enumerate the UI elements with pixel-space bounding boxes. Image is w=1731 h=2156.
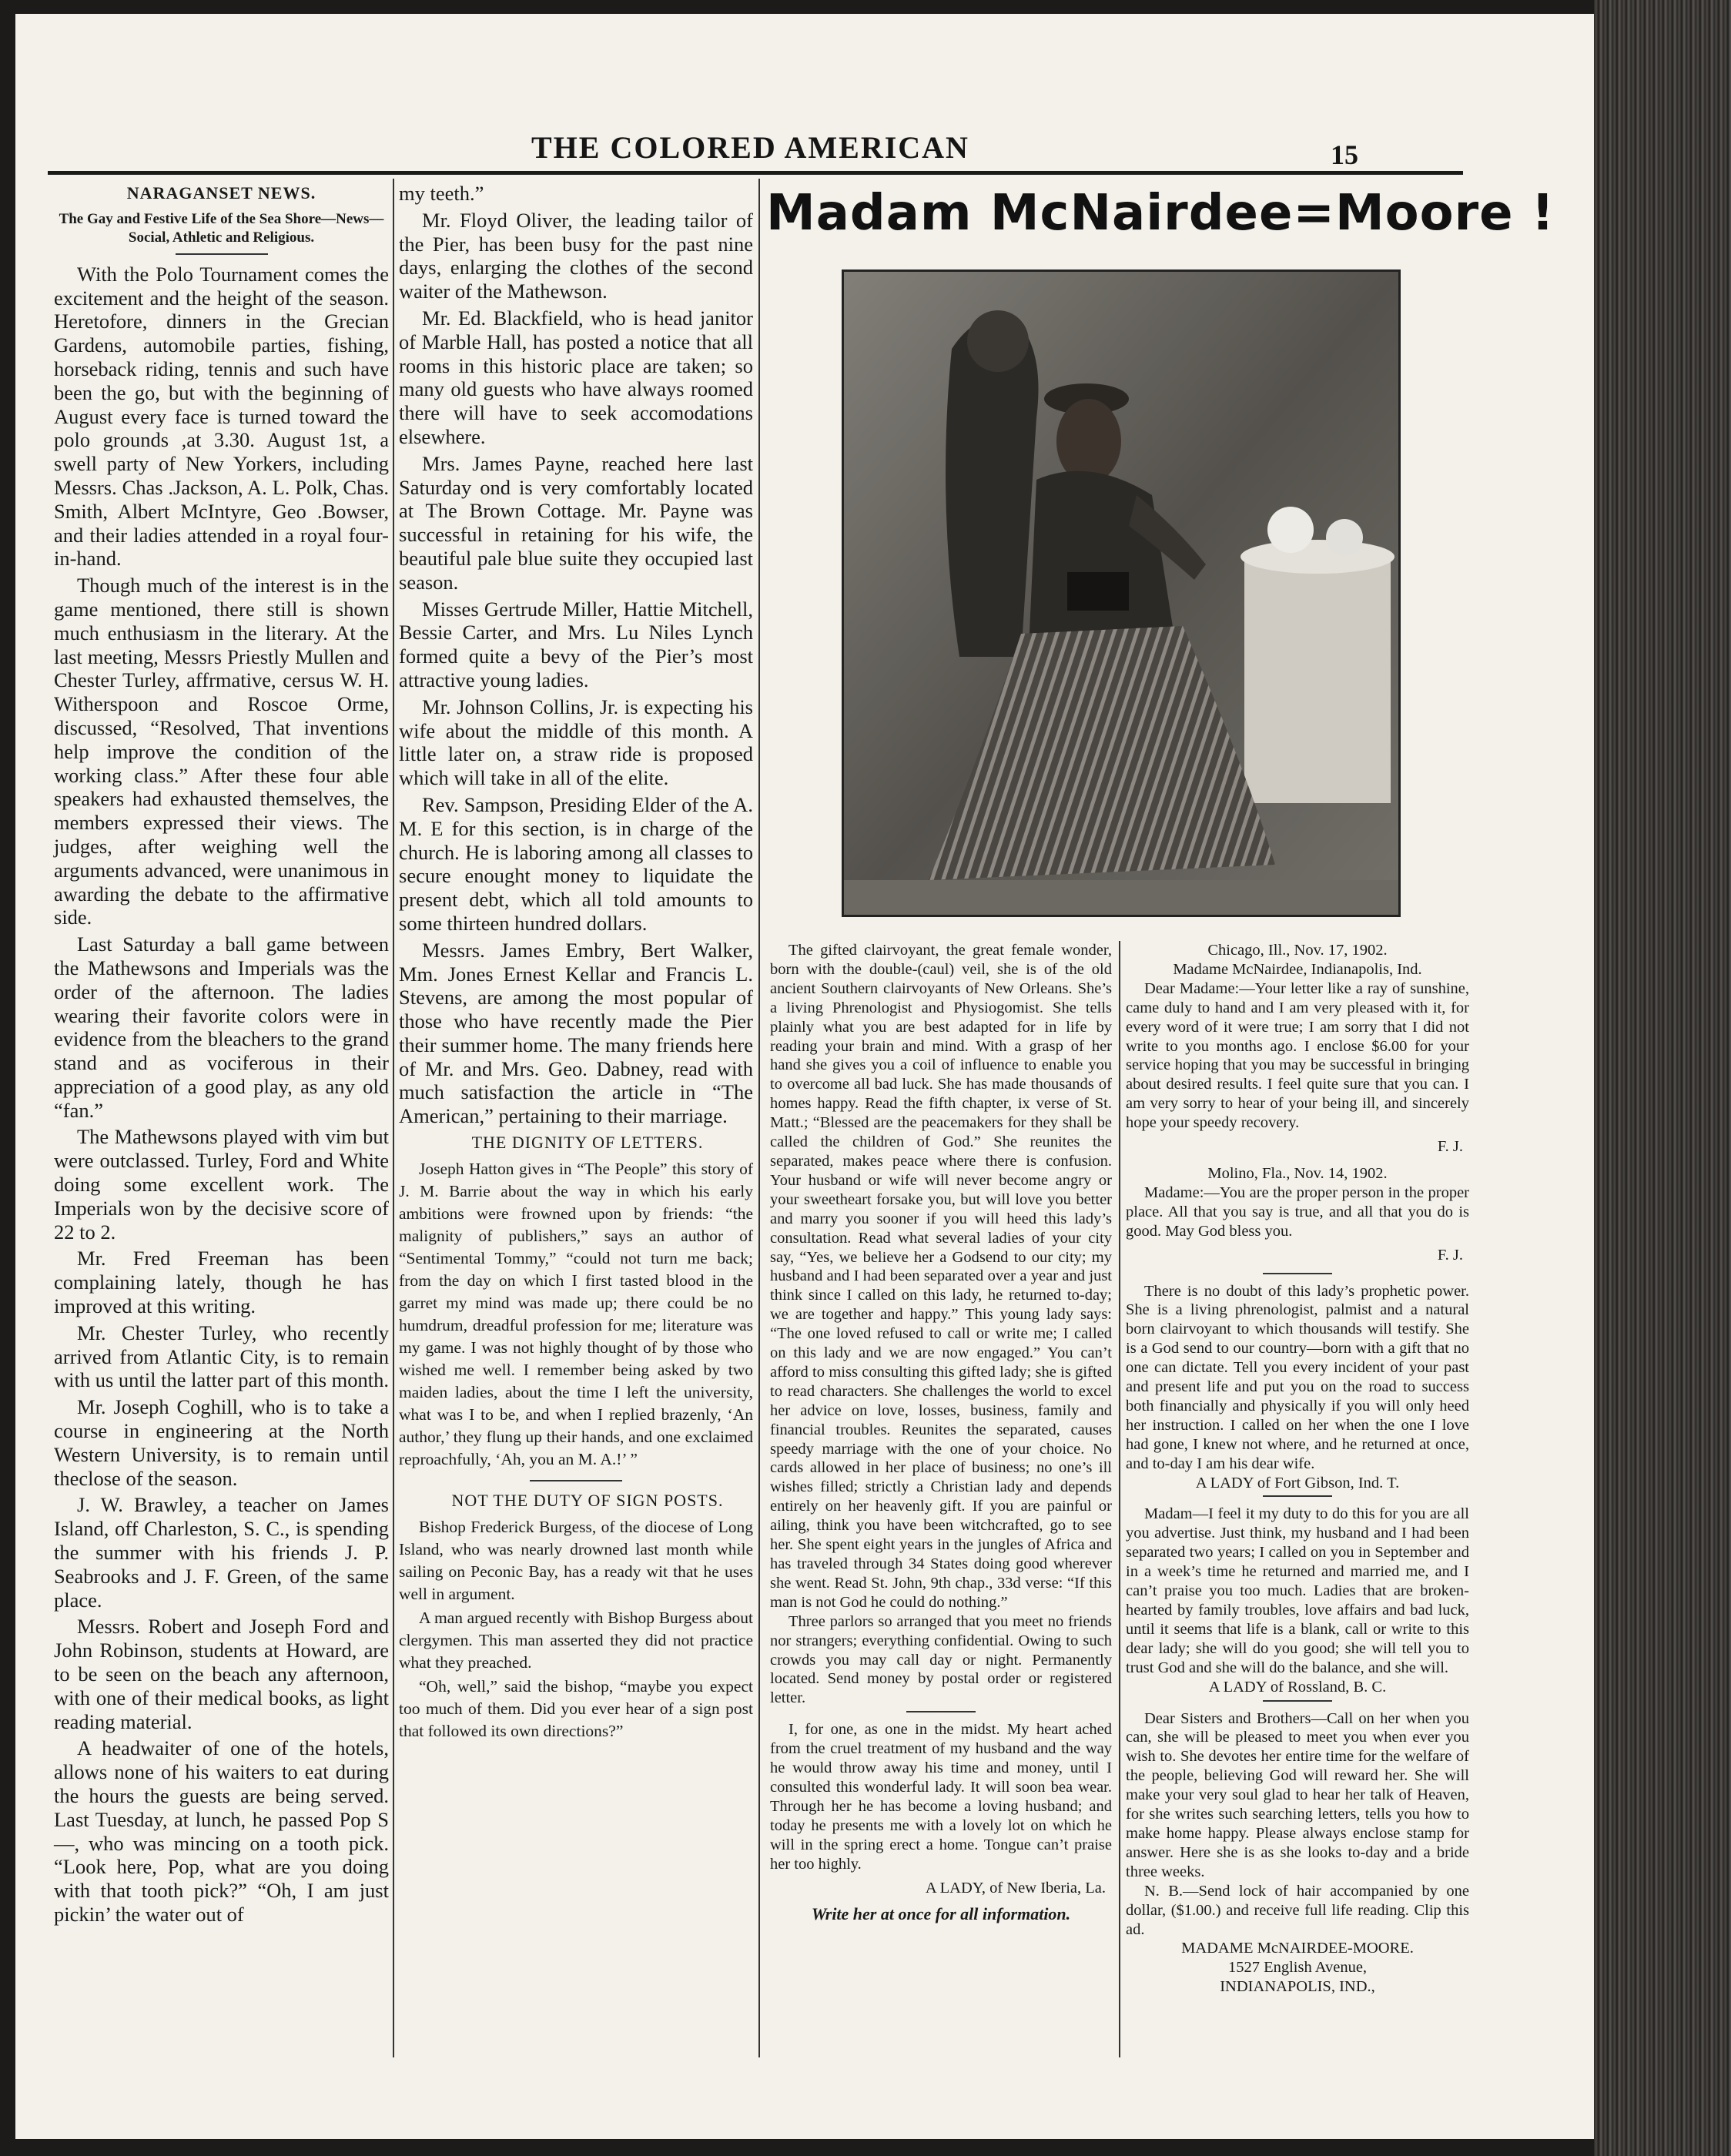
paragraph: Madam—I feel it my duty to do this for you are all you advertise. Just think, my husband and I had been separated two years; I called on you in September and in a week’s time he returned and married me, and I can’t praise you too much. Ladies that are broken-hearted by family troubles, love affairs and bad luck, until it seems that life is a blank, call or write to this dear lady; she will do you good; she will tell you to trust God and she will do the balance, and she will. xyxy=(1126,1505,1469,1676)
sign-posts-article xyxy=(399,1516,753,1743)
page-number: 15 xyxy=(1331,139,1358,170)
paragraph: Messrs. Robert and Joseph Ford and John Robinson, students at Howard, are to be seen on the beach any afternoon, with one of their medical books, as light reading material. xyxy=(54,1615,389,1733)
article-title: NARAGANSET NEWS. xyxy=(126,183,316,203)
paragraph: Mr. Ed. Blackfield, who is head janitor of Marble Hall, has posted a notice that all rooms in this historic place are taken; so many old guests who have always roomed there will have to seek accomodations elsewhere. xyxy=(399,306,753,448)
book-binding xyxy=(1594,0,1731,2156)
column-rule-2 xyxy=(758,179,760,2057)
paragraph: my teeth.” xyxy=(399,182,484,205)
letter-date: Chicago, Ill., Nov. 17, 1902. xyxy=(1207,942,1388,959)
paragraph: Messrs. James Embry, Bert Walker, Mm. Jones Ernest Kellar and Francis L. Stevens, are among the most popular of those who have recently made the Pier their summer home. The many friends here of Mr. and Mrs. Geo. Dabney, read with much satisfaction the article in “The American,” pertaining to their marriage. xyxy=(399,938,753,1128)
masthead: THE COLORED AMERICAN xyxy=(531,130,969,165)
letter-date: Molino, Fla., Nov. 14, 1902. xyxy=(1207,1164,1388,1182)
divider xyxy=(906,1711,976,1712)
paragraph: With the Polo Tournament comes the excitement and the height of the season. Heretofore, dinners in the Grecian Gardens, automobile parties, fishing, horseback riding, tennis and such have been the go, but with the beginning of August every face is turned toward the polo grounds ,at 3.30. August 1st, a swell party of New Yorkers, including Messrs. Chas .Jackson, A. L. Polk, Chas. Smith, Albert McIntyre, Geo .Bowser, and their ladies attended in a royal four-in-hand. xyxy=(54,262,389,571)
paragraph: N. B.—Send lock of hair accompanied by one dollar, ($1.00.) and receive full life reading. Clip this ad. xyxy=(1126,1882,1469,1938)
letters-article xyxy=(399,1158,753,1471)
column-two xyxy=(399,182,753,1744)
section-title-sign-posts: NOT THE DUTY OF SIGN POSTS. xyxy=(451,1490,724,1510)
ad-footer: Write her at once for all information. xyxy=(811,1904,1071,1924)
letter-addressee: Madame McNairdee, Indianapolis, Ind. xyxy=(1173,960,1422,978)
column-rule-3 xyxy=(1119,941,1120,2057)
divider xyxy=(1263,1700,1332,1702)
address-city: INDIANAPOLIS, IND., xyxy=(1220,1978,1375,1996)
paragraph: Mr. Floyd Oliver, the leading tailor of the Pier, has been busy for the past nine days, enlarging the clothes of the second waiter of the Mathewson. xyxy=(399,208,753,303)
divider xyxy=(176,253,268,255)
paragraph: Misses Gertrude Miller, Hattie Mitchell, Bessie Carter, and Mrs. Lu Niles Lynch formed quite a bevy of the Pier’s most attractive young ladies. xyxy=(399,597,753,691)
paragraph: Three parlors so arranged that you meet no friends nor strangers; everything confidential. Owing to such crowds you may call day or night. Permanently located. Send money by postal order or registered letter. xyxy=(770,1612,1112,1707)
paragraph: I, for one, as one in the midst. My heart ached from the cruel treatment of my husband and the way he would throw away his time and money, until I consulted this wonderful lady. It will soon bea wear. Through her he has become a loving husband; and today he presents me with a lovely lot on which he will in the spring erect a home. Tongue can’t praise her too highly. xyxy=(770,1721,1112,1873)
seated-woman-portrait xyxy=(844,272,1398,915)
paragraph: Joseph Hatton gives in “The People” this story of J. M. Barrie about the way in which his early ambitions were frowned upon by friends: “the malignity of publishers,” says an author of “Sentimental Tommy,” “could not turn me back; from the day on which I first tasted blood in the garret my mind was made up; there could be no humdrum, dreadful profession for me; literature was my game. I was not highly thought of by those who wished me well. I remember being asked by two maiden ladies, about the time I left the university, what was I to be, and when I replied brazenly, ‘An author,’ they flung up their hands, and one exclaimed reproachfully, ‘Ah, you an M. A.!’ ” xyxy=(399,1159,753,1468)
letter-signature: F. J. xyxy=(1437,1246,1463,1264)
paragraph: Mr. Fred Freeman has been complaining lately, though he has improved at this writing. xyxy=(54,1247,389,1318)
divider xyxy=(1263,1495,1332,1497)
header-rule xyxy=(48,171,1463,175)
paragraph: Though much of the interest is in the game mentioned, there still is shown much enthusiasm in the literary. At the last meeting, Messrs Priestly Mullen and Chester Turley, affrmative, cersus W. H. Witherspoon and Roscoe Orme, discussed, “Resolved, That inventions help improve the condition of the working class.” After these four able speakers had exhausted themselves, the members expressed their views. The judges, after weighing well the arguments advanced, were unanimous in awarding the debate to the affirmative side. xyxy=(54,574,389,929)
paragraph: Mrs. James Payne, reached here last Saturday ond is very comfortably located at The Brown Cottage. Mr. Payne was successful in retaining for his wife, the beautiful pale blue suite they occupied last season. xyxy=(399,451,753,594)
paragraph: A headwaiter of one of the hotels, allows none of his waiters to eat during the hours the guests are being served. Last Tuesday, at lunch, he passed Pop S—, who was mincing on a tooth pick. “Look here, Pop, what are you doing with that tooth pick?” “Oh, I am just pickin’ the water out of xyxy=(54,1736,389,1926)
paragraph: Bishop Frederick Burgess, of the diocese of Long Island, who was nearly drowned last month while sailing on Peconic Bay, has a ready wit that he uses well in argument. xyxy=(399,1517,753,1603)
testimonial-signature: A LADY, of New Iberia, La. xyxy=(925,1879,1106,1897)
ad-headline: Madam McNairdee=Moore ! xyxy=(766,185,1555,242)
letter-body: Madame:—You are the proper person in the proper place. All that you say is true, and all that you do is good. May God bless you. xyxy=(1126,1183,1469,1240)
letter-body: Dear Madame:—Your letter like a ray of sunshine, came duly to hand and I am very pleased with it, for every word of it were true; I am sorry that I did not write to you months ago. I enclose $6.00 for your service hoping that you may be successful in bringing about desired results. I feel quite sure that you can. I am very sorry to hear of your being ill, and sincerely hope your speedy recovery. xyxy=(1126,979,1469,1132)
paragraph: J. W. Brawley, a teacher on James Island, off Charleston, S. C., is spending the summer with his friends J. P. Seabrooks and J. F. Green, of the same place. xyxy=(54,1493,389,1612)
testimonial-signature: A LADY of Fort Gibson, Ind. T. xyxy=(1195,1474,1400,1491)
paragraph: A man argued recently with Bishop Burgess about clergymen. This man asserted they did not practice what they preached. xyxy=(399,1608,753,1672)
ad-column-left xyxy=(770,941,1112,1924)
paragraph: Rev. Sampson, Presiding Elder of the A. M. E for this section, is in charge of the church. He is laboring among all classes to secure enought money to liquidate the present debt, which all told amounts to some thirteen hundred dollars. xyxy=(399,792,753,935)
portrait-photo xyxy=(842,270,1401,917)
letter-signature: F. J. xyxy=(1437,1138,1463,1156)
paragraph: The Mathewsons played with vim but were outclassed. Turley, Ford and White doing some excellent work. The Imperials won by the decisive score of 22 to 2. xyxy=(54,1125,389,1244)
paragraph: There is no doubt of this lady’s prophetic power. She is a living phrenologist, palmist and a natural born clairvoyant to which thousands will testify. She is a God send to our country—born with a gift that no one can dictate. Tell you every incident of your past and present life and put you on the road to success both financially and physically if you will only heed her instruction. I called on her when the one I love had gone, I knew not where, and he returned at once, and to-day I am his dear wife. xyxy=(1126,1282,1469,1472)
paragraph: Mr. Johnson Collins, Jr. is expecting his wife about the middle of this month. A little later on, a straw ride is proposed which will take in all of the elite. xyxy=(399,695,753,790)
paragraph: “Oh, well,” said the bishop, “maybe you expect too much of them. Did you ever hear of a sign post that followed its own directions?” xyxy=(399,1676,753,1740)
address-name: MADAME McNAIRDEE-MOORE. xyxy=(1181,1940,1414,1957)
address-street: 1527 English Avenue, xyxy=(1227,1959,1368,1977)
divider xyxy=(1263,1273,1332,1274)
ad-column-right xyxy=(1126,941,1469,1997)
paragraph: Mr. Joseph Coghill, who is to take a course in engineering at the North Western University, is to remain until theclose of the season. xyxy=(54,1395,389,1490)
paragraph: Dear Sisters and Brothers—Call on her when you can, she will be pleased to meet you when ever you wish to. She devotes her entire time for the welfare of the people, believing God will reward her. She will make your very soul glad to hear her talk of Heaven, for she writes such searching letters, tells you how to make home happy. Please always enclose stamp for answer. Here she is as she looks to-day and a bride three weeks. xyxy=(1126,1709,1469,1880)
article-deck: The Gay and Festive Life of the Sea Shore—News—Social, Athletic and Religious. xyxy=(59,210,384,246)
column-naraganset-news xyxy=(54,182,389,1930)
divider xyxy=(530,1480,622,1481)
paragraph: Last Saturday a ball game between the Mathewsons and Imperials was the order of the afternoon. The ladies wearing their favorite colors were in evidence from the bleachers to the grand stand and as vociferous in their appreciation of a good play, as any old “fan.” xyxy=(54,932,389,1122)
paragraph: The gifted clairvoyant, the great female wonder, born with the double-(caul) veil, she is of the old ancient Southern clairvoyants of New Orleans. She’s a living Phrenologist and Physiogomist. She tells plainly what you are best adapted for in life by reading your brain and mind. With a grasp of her hand she gives you a coil of influence to enable you to overcome all bad luck. She has made thousands of homes happy. Read the fifth chapter, ix verse of St. Matt.; “Blessed are the peacemakers for they shall be called the children of God.” She reunites the separated, makes peace where there is confusion. Your husband or wife will never become angry or your sweetheart forsake you, but will love you better and marry you sooner if you will heed this lady’s consultation. Read what several ladies of your city say, “Yes, we believe her a Godsend to our city; my husband and I had been separated over a year and just think since I called on this lady, he returned to-day; we are together and happy.” This young lady says: “The one loved refused to call or write me; I called on this lady and we are now engaged.” You can’t afford to miss consulting this gifted lady; she is gifted to read characters. She challenges the world to excel her advice on love, losses, business, family and financial troubles. Reunites the separated, causes speedy marriage with the one of your choice. No cards allowed in her place of business; no one’s ill wishes filled; strictly a Christian lady and depends entirely on her heavenly gift. If you are painful or ailing, think you have been witchcrafted, go to see her. She spent eight years in the jungles of Africa and has traveled through 34 States doing good wherever she went. Read St. John, 9th chap., 33d verse: “If this man is not God he could do nothing.” xyxy=(770,942,1112,1611)
section-title-letters: THE DIGNITY OF LETTERS. xyxy=(471,1133,704,1153)
testimonial-signature: A LADY of Rossland, B. C. xyxy=(1208,1678,1387,1696)
paragraph: Mr. Chester Turley, who recently arrived from Atlantic City, is to remain with us until the latter part of this month. xyxy=(54,1321,389,1392)
column-rule-1 xyxy=(393,179,394,2057)
